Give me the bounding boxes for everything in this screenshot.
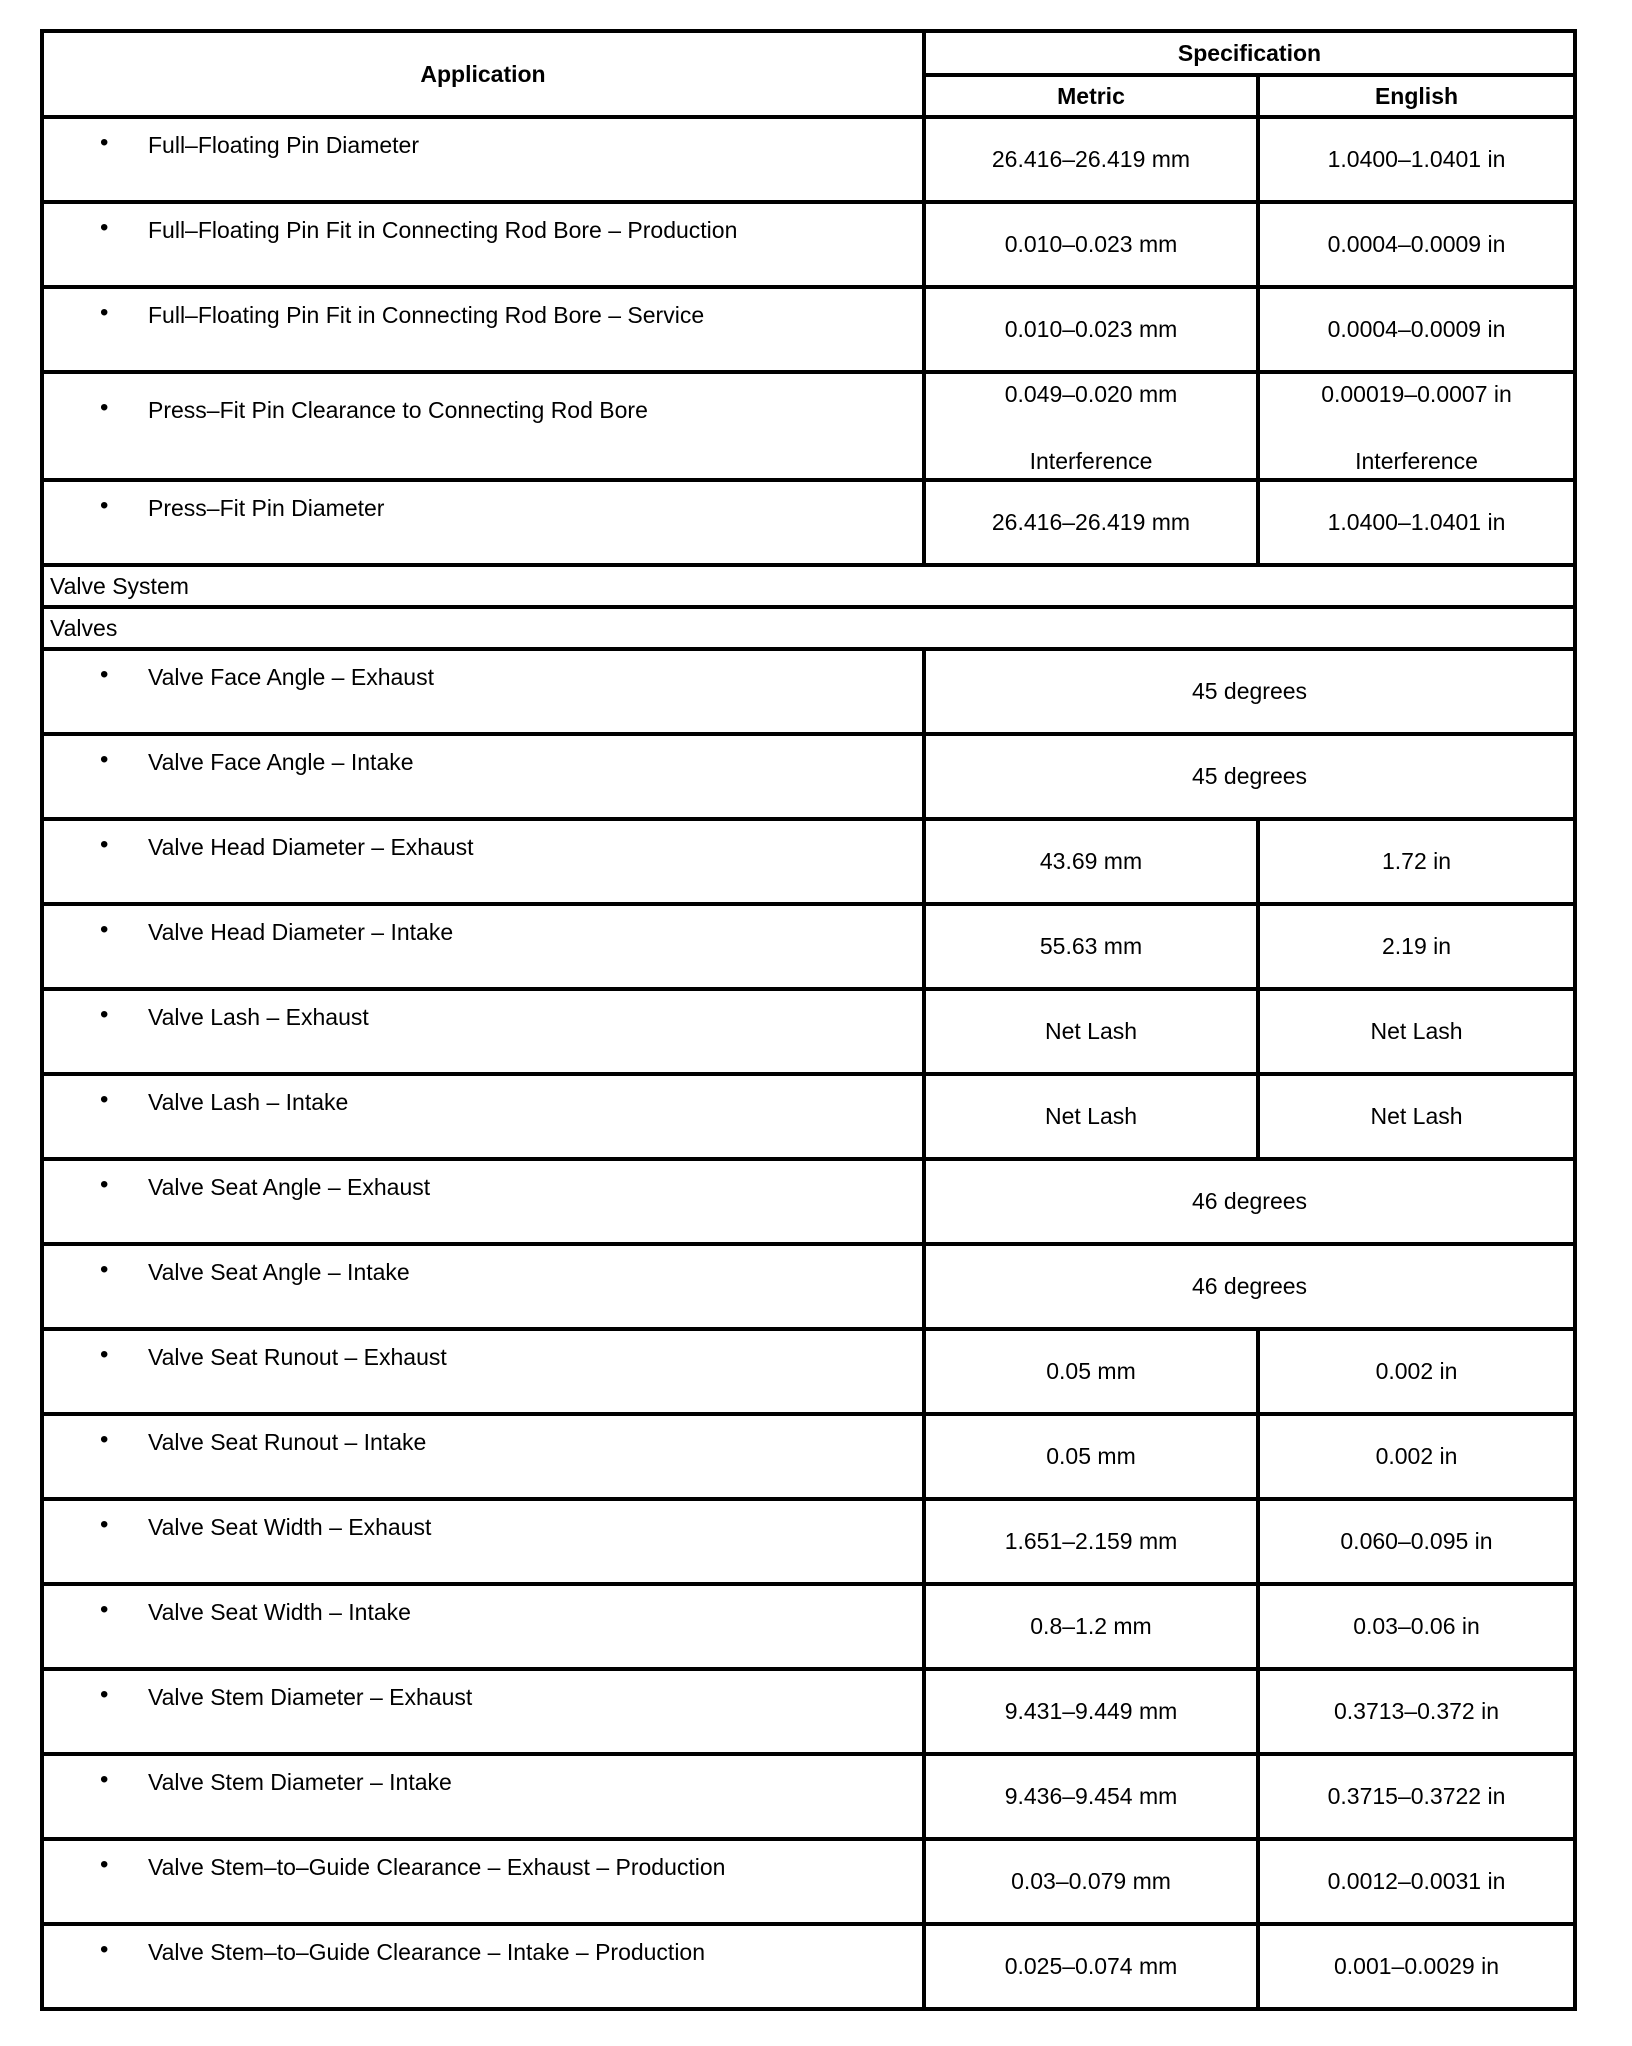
table-row bbox=[42, 1499, 1575, 1584]
bullet-icon: • bbox=[100, 492, 109, 519]
application-cell bbox=[42, 1584, 924, 1669]
table-row bbox=[42, 1414, 1575, 1499]
table-row bbox=[42, 1839, 1575, 1924]
application-cell bbox=[42, 1159, 924, 1244]
application-cell bbox=[42, 1244, 924, 1329]
application-cell bbox=[42, 649, 924, 734]
application-cell bbox=[42, 202, 924, 287]
table-row bbox=[42, 904, 1575, 989]
application-label: Valve Seat Runout – Exhaust bbox=[148, 1344, 447, 1370]
header-metric: Metric bbox=[924, 75, 1258, 117]
bullet-icon: • bbox=[100, 1256, 109, 1283]
english-value-main: 0.00019–0.0007 in bbox=[1321, 381, 1512, 407]
bullet-icon: • bbox=[100, 1681, 109, 1708]
english-value: Net Lash bbox=[1258, 989, 1575, 1074]
bullet-icon: • bbox=[100, 1001, 109, 1028]
application-cell bbox=[42, 734, 924, 819]
bullet-icon: • bbox=[100, 916, 109, 943]
english-value bbox=[1258, 372, 1575, 480]
metric-value: 0.05 mm bbox=[924, 1414, 1258, 1499]
bullet-icon: • bbox=[100, 1341, 109, 1368]
bullet-icon: • bbox=[100, 1851, 109, 1878]
application-label: Valve Lash – Intake bbox=[148, 1089, 349, 1115]
application-label: Valve Seat Runout – Intake bbox=[148, 1429, 427, 1455]
combined-value: 46 degrees bbox=[924, 1159, 1575, 1244]
metric-value: 26.416–26.419 mm bbox=[924, 480, 1258, 565]
application-cell bbox=[42, 1839, 924, 1924]
table-row bbox=[42, 1244, 1575, 1329]
application-label: Valve Stem–to–Guide Clearance – Intake – Production bbox=[148, 1939, 706, 1965]
application-cell bbox=[42, 117, 924, 202]
english-value: 0.002 in bbox=[1258, 1414, 1575, 1499]
english-value: 0.3713–0.372 in bbox=[1258, 1669, 1575, 1754]
metric-value: 0.05 mm bbox=[924, 1329, 1258, 1414]
bullet-icon: • bbox=[100, 214, 109, 241]
specification-table bbox=[40, 29, 1577, 2011]
application-label: Valve Face Angle – Intake bbox=[148, 749, 414, 775]
application-label: Valve Head Diameter – Intake bbox=[148, 919, 454, 945]
header-english: English bbox=[1258, 75, 1575, 117]
metric-value bbox=[924, 372, 1258, 480]
english-value-note: Interference bbox=[1355, 448, 1478, 474]
application-label: Valve Seat Width – Exhaust bbox=[148, 1514, 432, 1540]
table-row bbox=[42, 372, 1575, 480]
english-value: 0.0012–0.0031 in bbox=[1258, 1839, 1575, 1924]
table-row bbox=[42, 1329, 1575, 1414]
table-row bbox=[42, 989, 1575, 1074]
application-label: Press–Fit Pin Diameter bbox=[148, 495, 385, 521]
bullet-icon: • bbox=[100, 1596, 109, 1623]
application-label: Full–Floating Pin Fit in Connecting Rod Bore – Service bbox=[148, 302, 705, 328]
metric-value-main: 0.049–0.020 mm bbox=[1004, 381, 1178, 407]
english-value: 0.002 in bbox=[1258, 1329, 1575, 1414]
application-label: Valve Stem–to–Guide Clearance – Exhaust – Production bbox=[148, 1854, 726, 1880]
section-valve-system: Valve System bbox=[42, 565, 1575, 607]
english-value: Net Lash bbox=[1258, 1074, 1575, 1159]
application-cell bbox=[42, 480, 924, 565]
table-row bbox=[42, 1924, 1575, 2009]
english-value: 1.72 in bbox=[1258, 819, 1575, 904]
english-value: 2.19 in bbox=[1258, 904, 1575, 989]
combined-value: 45 degrees bbox=[924, 649, 1575, 734]
metric-value: 0.010–0.023 mm bbox=[924, 202, 1258, 287]
table-row bbox=[42, 1159, 1575, 1244]
application-cell bbox=[42, 372, 924, 480]
table-row bbox=[42, 819, 1575, 904]
metric-value: 26.416–26.419 mm bbox=[924, 117, 1258, 202]
application-cell bbox=[42, 989, 924, 1074]
application-label: Press–Fit Pin Clearance to Connecting Rod Bore bbox=[148, 397, 648, 423]
bullet-icon: • bbox=[100, 129, 109, 156]
application-cell bbox=[42, 1499, 924, 1584]
metric-value: Net Lash bbox=[924, 989, 1258, 1074]
bullet-icon: • bbox=[100, 831, 109, 858]
metric-value: 0.8–1.2 mm bbox=[924, 1584, 1258, 1669]
application-label: Valve Face Angle – Exhaust bbox=[148, 664, 434, 690]
metric-value: 43.69 mm bbox=[924, 819, 1258, 904]
bullet-icon: • bbox=[100, 1086, 109, 1113]
application-label: Full–Floating Pin Fit in Connecting Rod Bore – Production bbox=[148, 217, 738, 243]
application-cell bbox=[42, 1669, 924, 1754]
english-value: 0.001–0.0029 in bbox=[1258, 1924, 1575, 2009]
application-label: Valve Head Diameter – Exhaust bbox=[148, 834, 474, 860]
table-row bbox=[42, 117, 1575, 202]
header-application: Application bbox=[42, 31, 924, 117]
bullet-icon: • bbox=[100, 661, 109, 688]
metric-value: 55.63 mm bbox=[924, 904, 1258, 989]
application-cell bbox=[42, 1329, 924, 1414]
bullet-icon: • bbox=[100, 1171, 109, 1198]
application-label: Full–Floating Pin Diameter bbox=[148, 132, 420, 158]
application-cell bbox=[42, 1924, 924, 2009]
metric-value: 1.651–2.159 mm bbox=[924, 1499, 1258, 1584]
english-value: 1.0400–1.0401 in bbox=[1258, 117, 1575, 202]
section-valves: Valves bbox=[42, 607, 1575, 649]
bullet-icon: • bbox=[100, 1511, 109, 1538]
bullet-icon: • bbox=[100, 299, 109, 326]
section-row bbox=[42, 565, 1575, 607]
table-row bbox=[42, 287, 1575, 372]
english-value: 0.060–0.095 in bbox=[1258, 1499, 1575, 1584]
combined-value: 46 degrees bbox=[924, 1244, 1575, 1329]
application-cell bbox=[42, 819, 924, 904]
english-value: 0.0004–0.0009 in bbox=[1258, 202, 1575, 287]
table-row bbox=[42, 1584, 1575, 1669]
application-cell bbox=[42, 1754, 924, 1839]
application-label: Valve Seat Angle – Intake bbox=[148, 1259, 410, 1285]
table-row bbox=[42, 734, 1575, 819]
application-cell bbox=[42, 1074, 924, 1159]
section-row bbox=[42, 607, 1575, 649]
metric-value: 0.03–0.079 mm bbox=[924, 1839, 1258, 1924]
bullet-icon: • bbox=[100, 1426, 109, 1453]
table-row bbox=[42, 1754, 1575, 1839]
application-label: Valve Seat Angle – Exhaust bbox=[148, 1174, 431, 1200]
english-value: 0.3715–0.3722 in bbox=[1258, 1754, 1575, 1839]
bullet-icon: • bbox=[100, 1936, 109, 1963]
application-label: Valve Stem Diameter – Exhaust bbox=[148, 1684, 473, 1710]
combined-value: 45 degrees bbox=[924, 734, 1575, 819]
application-label: Valve Stem Diameter – Intake bbox=[148, 1769, 452, 1795]
metric-value: 9.436–9.454 mm bbox=[924, 1754, 1258, 1839]
english-value: 1.0400–1.0401 in bbox=[1258, 480, 1575, 565]
application-cell bbox=[42, 904, 924, 989]
table-row bbox=[42, 1074, 1575, 1159]
application-label: Valve Seat Width – Intake bbox=[148, 1599, 411, 1625]
application-cell bbox=[42, 287, 924, 372]
bullet-icon: • bbox=[100, 746, 109, 773]
metric-value: Net Lash bbox=[924, 1074, 1258, 1159]
metric-value: 0.025–0.074 mm bbox=[924, 1924, 1258, 2009]
metric-value-note: Interference bbox=[1029, 448, 1153, 474]
english-value: 0.03–0.06 in bbox=[1258, 1584, 1575, 1669]
table-row bbox=[42, 649, 1575, 734]
application-label: Valve Lash – Exhaust bbox=[148, 1004, 369, 1030]
bullet-icon: • bbox=[100, 394, 109, 421]
header-specification: Specification bbox=[924, 31, 1575, 75]
metric-value: 9.431–9.449 mm bbox=[924, 1669, 1258, 1754]
english-value: 0.0004–0.0009 in bbox=[1258, 287, 1575, 372]
application-cell bbox=[42, 1414, 924, 1499]
bullet-icon: • bbox=[100, 1766, 109, 1793]
table-row bbox=[42, 1669, 1575, 1754]
table-row bbox=[42, 480, 1575, 565]
table-row bbox=[42, 202, 1575, 287]
metric-value: 0.010–0.023 mm bbox=[924, 287, 1258, 372]
